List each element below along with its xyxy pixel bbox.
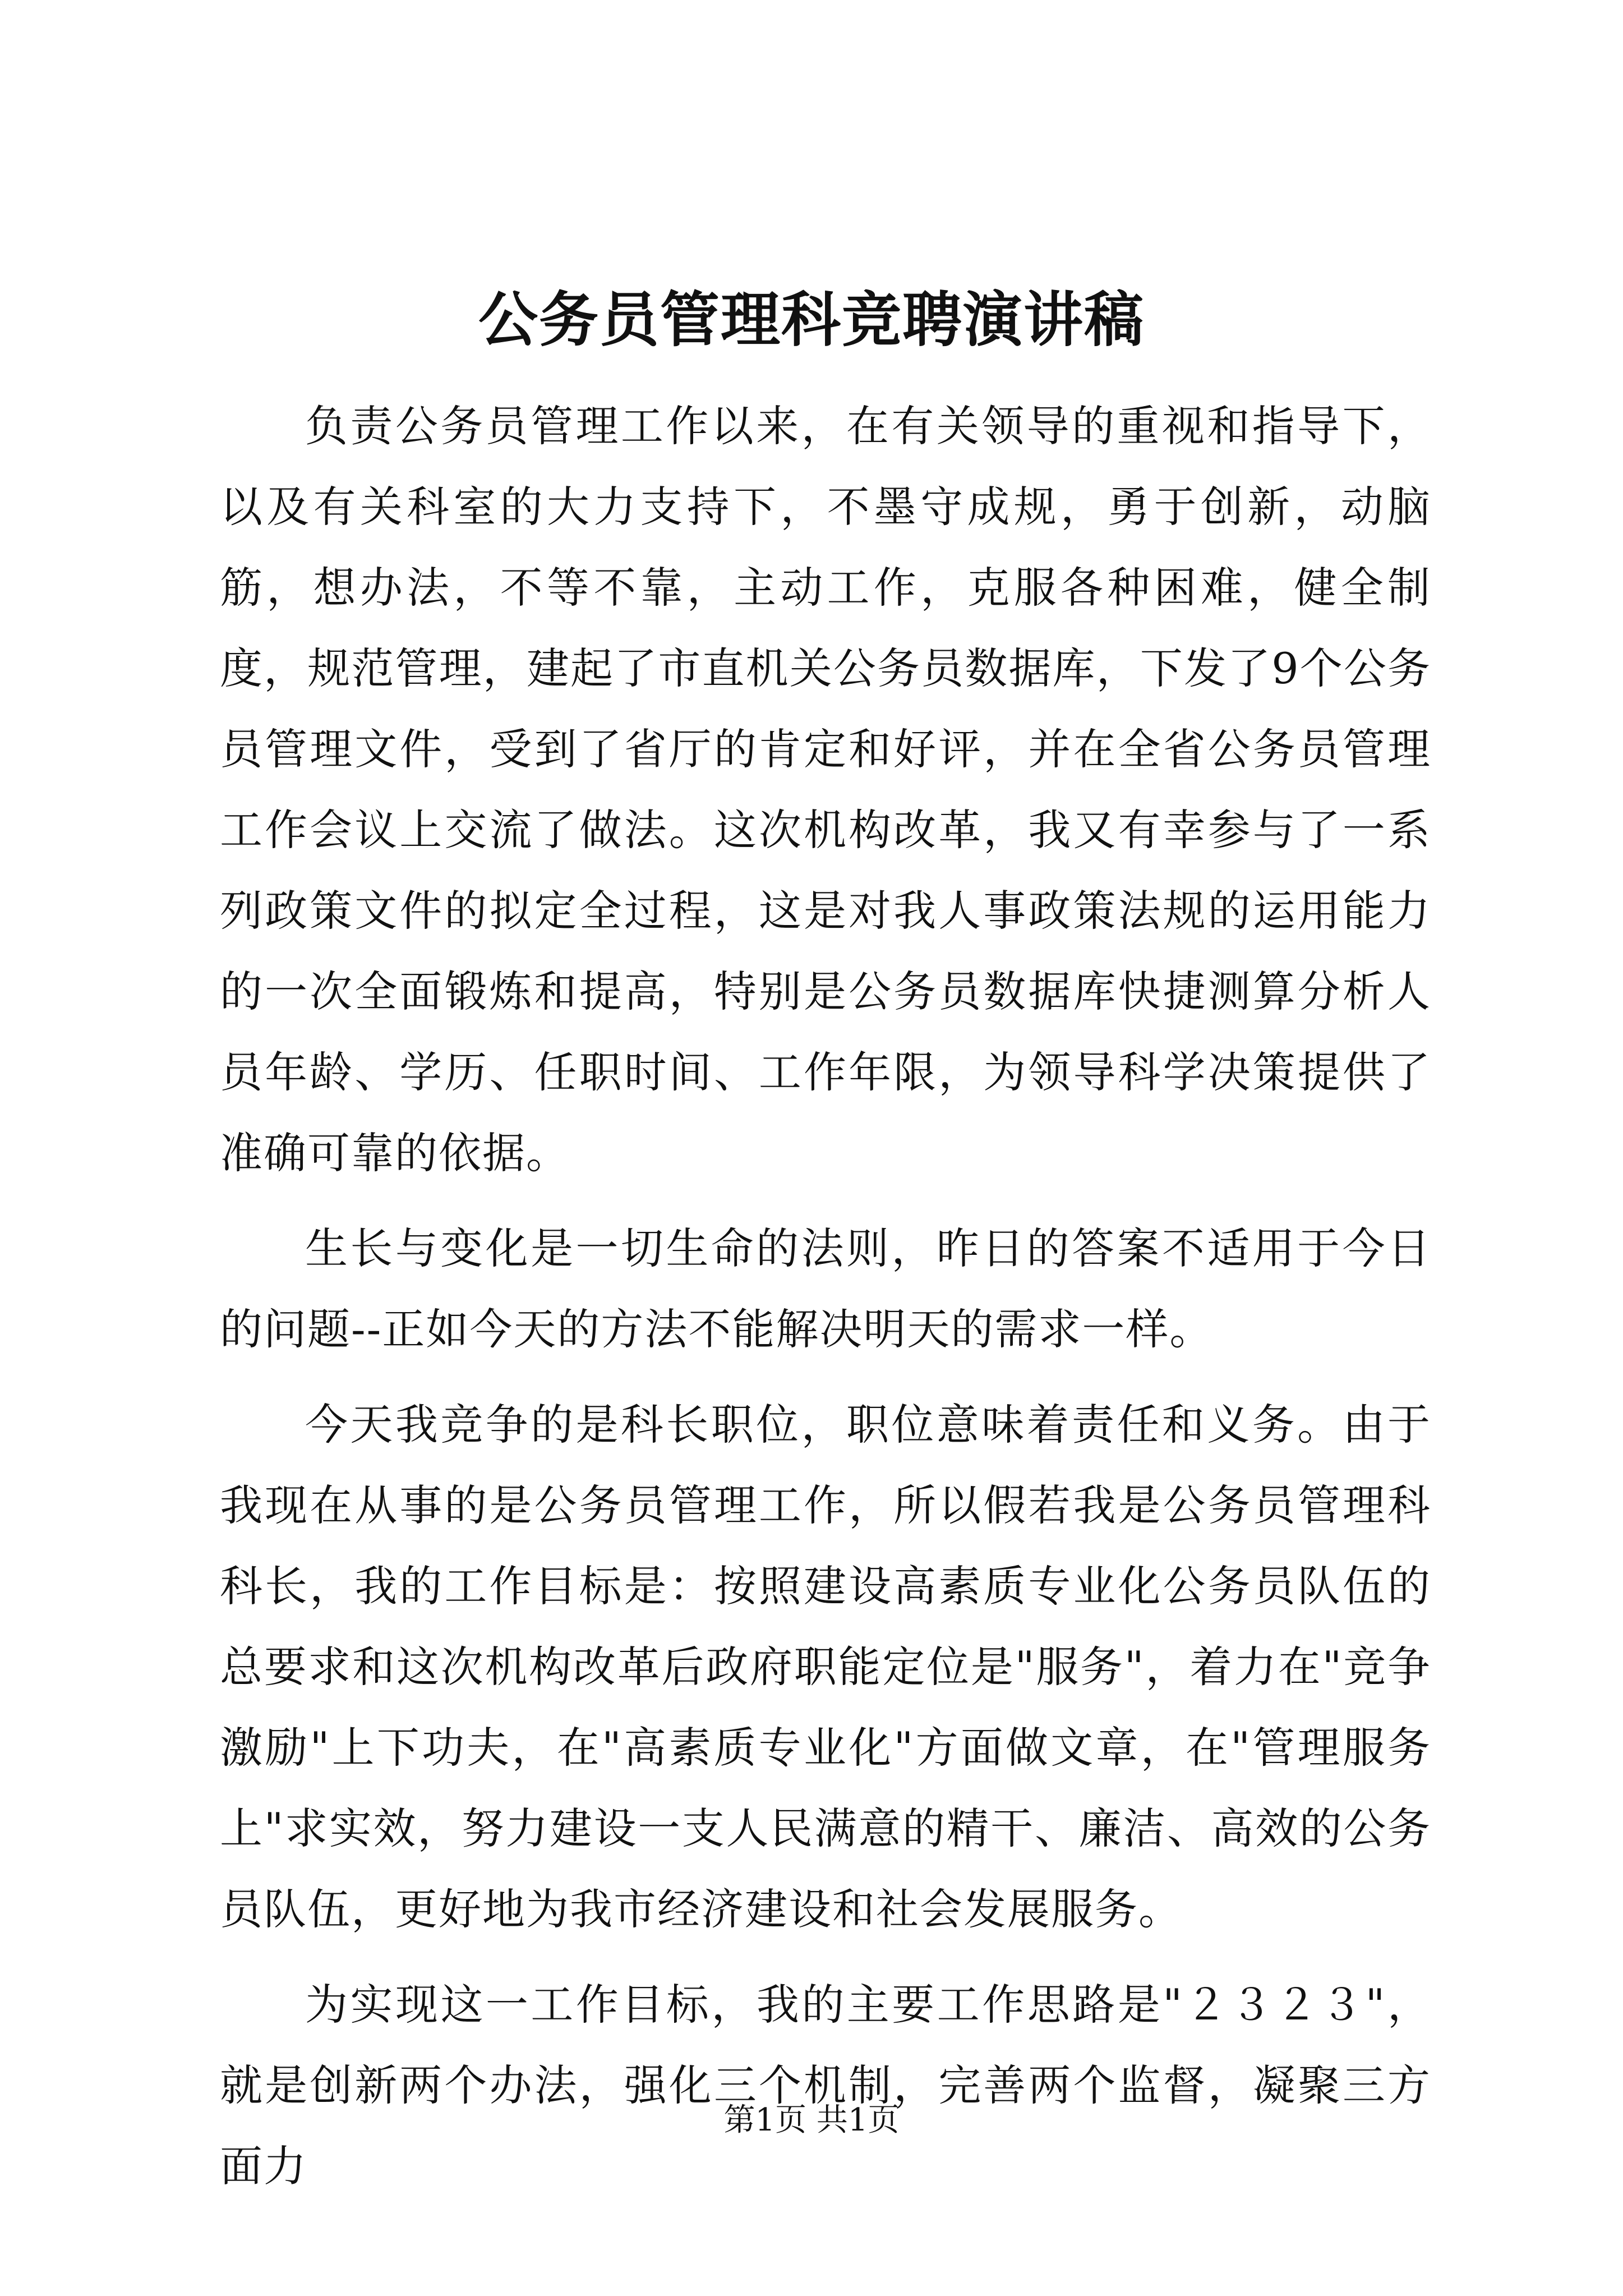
paragraph-3: 今天我竞争的是科长职位，职位意味着责任和义务。由于我现在从事的是公务员管理工作，所以假若我是公务员管理科科长，我的工作目标是：按照建设高素质专业化公务员队伍的总要求和这次机构改革后政府职能定位是"服务"，着力在"竞争激励"上下功夫，在"高素质专业化"方面做文章，在"管理服务上"求实效，努力建设一支人民满意的精干、廉洁、高效的公务员队伍，更好地为我市经济建设和社会发展服务。	[220, 1400, 1431, 1934]
document-body	[220, 386, 1431, 2221]
paragraph-2: 生长与变化是一切生命的法则，昨日的答案不适用于今日的问题--正如今天的方法不能解决明天的需求一样。	[220, 1223, 1431, 1354]
paragraph-4: 为实现这一工作目标，我的主要工作思路是"２３２３"，就是创新两个办法，强化三个机制，完善两个监督，凝聚三方面力	[220, 1980, 1431, 2191]
page-footer: 第1页 共1页	[723, 2102, 900, 2138]
document-title: 公务员管理科竞聘演讲稿	[478, 284, 1145, 355]
paragraph-1: 负责公务员管理工作以来，在有关领导的重视和指导下，以及有关科室的大力支持下，不墨守成规，勇于创新，动脑筋，想办法，不等不靠，主动工作，克服各种困难，健全制度，规范管理，建起了市直机关公务员数据库，下发了9个公务员管理文件，受到了省厅的肯定和好评，并在全省公务员管理工作会议上交流了做法。这次机构改革，我又有幸参与了一系列政策文件的拟定全过程，这是对我人事政策法规的运用能力的一次全面锻炼和提高，特别是公务员数据库快捷测算分析人员年龄、学历、任职时间、工作年限，为领导科学决策提供了准确可靠的依据。	[220, 401, 1431, 1178]
